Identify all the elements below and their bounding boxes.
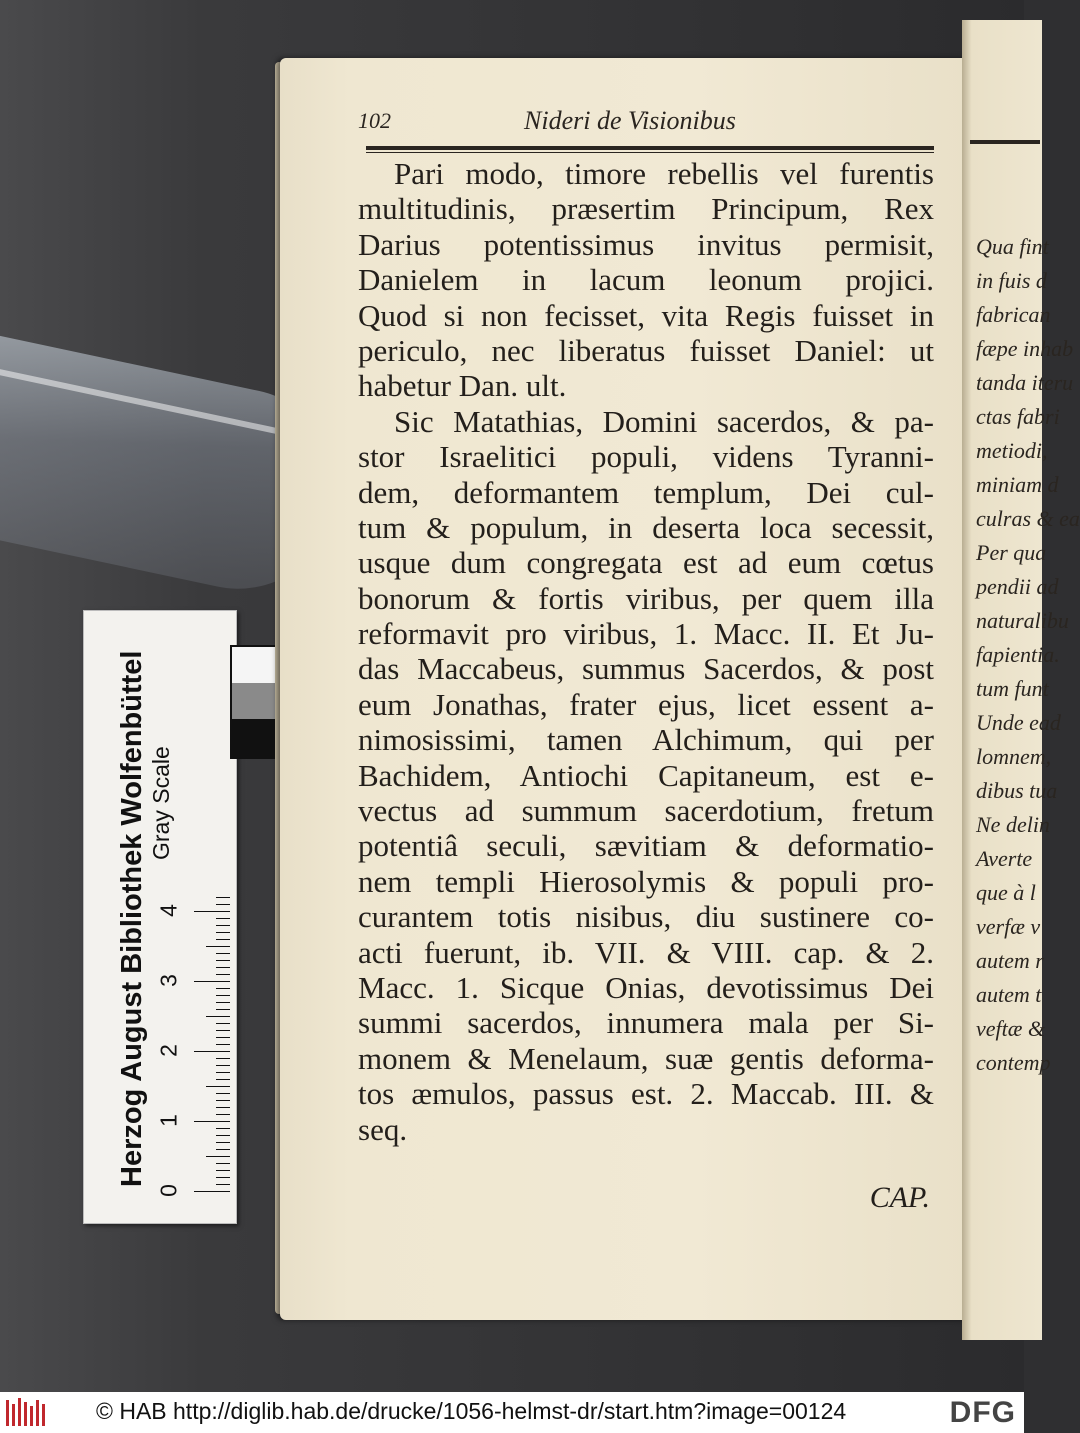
adjacent-text-fragment: Qua fint [976,234,1049,259]
ruler-tick [216,932,230,933]
ruler-tick [206,1156,230,1157]
ruler-tick [216,1177,230,1178]
ruler-tick [194,981,230,982]
ruler-tick [216,1037,230,1038]
ruler-ticks [154,879,234,1209]
text-line: Danielem in lacum leonum projici. [358,262,934,298]
adjacent-text-fragment: Unde ead [976,710,1061,735]
text-line: periculo, nec liberatus fuisset Daniel: ut [358,332,934,368]
text-line: eum Jonathas, frater ejus, licet essent a- [358,686,934,722]
ruler-tick [206,946,230,947]
adjacent-text-fragment: naturalibu [976,608,1069,633]
adjacent-text-fragment: Averte [976,846,1033,871]
ruler-number: 3 [155,974,182,987]
text-line: vectus ad summum sacerdotium, fretum [358,793,934,829]
ruler-tick [194,1191,230,1192]
text-line: monem & Menelaum, suæ gentis deforma- [358,1040,934,1076]
ruler-tick [216,1184,230,1185]
body-text [358,156,934,1147]
text-line: reformavit pro viribus, 1. Macc. II. Et Ju- [358,616,934,652]
ruler-tick [216,1072,230,1073]
header-rule [366,146,934,150]
adjacent-text-fragment: metiodi, [976,438,1048,463]
ruler-tick [216,1079,230,1080]
catchword: CAP. [869,1181,930,1214]
adjacent-text-fragment: in fuis d [976,268,1047,293]
text-line: habetur Dan. ult. [358,368,567,404]
ruler-tick [194,1051,230,1052]
ruler-tick [216,960,230,961]
adjacent-text-fragment: autem t [976,982,1042,1007]
ruler-tick [216,1163,230,1164]
ruler-tick [216,1142,230,1143]
ruler-number: 0 [155,1184,182,1197]
ruler-tick [216,918,230,919]
ruler-tick [216,1093,230,1094]
ruler-tick [216,1009,230,1010]
ruler-tick [216,939,230,940]
ruler-tick [206,1016,230,1017]
adjacent-text-fragment: contemp [976,1050,1051,1075]
ruler-tick [216,995,230,996]
ruler-tick [216,904,230,905]
adjacent-text-fragment: fabrican [976,302,1051,327]
text-line: summi sacerdos, innumera mala per Si- [358,1005,934,1041]
text-line: Bachidem, Antiochi Capitaneum, est e- [358,757,934,793]
ruler-tick [194,1121,230,1122]
adjacent-text-fragment: fapientia. [976,642,1060,667]
ruler-tick [216,1170,230,1171]
adjacent-page [962,20,1080,1340]
text-line: multitudinis, præsertim Principum, Rex [358,191,934,227]
adjacent-page-text [976,230,1080,1080]
text-line: tos æmulos, passus est. 2. Maccab. III. & [358,1076,934,1112]
ruler-tick [216,1065,230,1066]
ruler-tick [206,1086,230,1087]
ruler-tick [216,988,230,989]
ruler-tick [216,1107,230,1108]
page-header [358,106,918,142]
adjacent-text-fragment: tanda iteru [976,370,1074,395]
text-line: potentiâ seculi, sævitiam & deformatio- [358,828,934,864]
ruler-tick [216,925,230,926]
adjacent-text-fragment: Ne delin [976,812,1050,837]
adjacent-text-fragment: culras & ea [976,506,1080,531]
dfg-logo: DFG [949,1396,1016,1429]
ruler-tick [216,1149,230,1150]
ruler-number: 2 [155,1044,182,1057]
adjacent-text-fragment: pendii ad [976,574,1059,599]
ruler-tick [216,1114,230,1115]
ruler-tick [216,974,230,975]
text-line: Pari modo, timore rebellis vel furentis [394,156,934,191]
text-line: curantem totis nisibus, diu sustinere co- [358,899,934,935]
ruler-number: 1 [155,1114,182,1127]
book-page [280,58,970,1320]
ruler-tick [216,1100,230,1101]
text-line: tum & populum, in deserta loca secessit, [358,509,934,545]
ruler-tick [216,1058,230,1059]
ruler-institution-label: Herzog August Bibliothek Wolfenbüttel [116,650,148,1187]
ruler-tick [216,1002,230,1003]
text-line: usque dum congregata est ad eum cœtus [358,545,934,581]
text-line: Sic Matathias, Domini sacerdos, & pa- [394,403,934,439]
ruler-tick [216,1135,230,1136]
adjacent-text-fragment: lomnem, [976,744,1052,769]
ruler-tick [194,911,230,912]
text-line: Macc. 1. Sicque Onias, devotissimus Dei [358,969,934,1005]
text-line: nimosissimi, tamen Alchimum, qui per [358,722,934,758]
adjacent-text-fragment: dibus tua [976,778,1058,803]
ruler-tick [216,897,230,898]
footer-bar [0,1392,1024,1433]
text-line: Darius potentissimus invitus permisit, [358,226,934,262]
ruler-tick [216,1128,230,1129]
footer-credit-link[interactable]: © HAB http://diglib.hab.de/drucke/1056-helmst-dr/start.htm?image=00124 [96,1398,847,1424]
text-line: dem, deformantem templum, Dei cul- [358,474,934,510]
gray-scale-label: Gray Scale [148,746,174,860]
text-line: bonorum & fortis viribus, per quem illa [358,580,934,616]
hab-barcode-icon [6,1398,48,1428]
text-line: nem templi Hierosolymis & populi pro- [358,863,934,899]
text-line: seq. [358,1111,408,1147]
adjacent-text-fragment: tum funt [976,676,1049,701]
ruler-number: 4 [155,904,182,917]
ruler-tick [216,953,230,954]
ruler-tick [216,1044,230,1045]
adjacent-text-fragment: veftæ & [976,1016,1046,1041]
ruler-tick [216,1030,230,1031]
ruler-tick [216,967,230,968]
running-title: Nideri de Visionibus [524,106,736,135]
adjacent-text-fragment: Per qua [976,540,1047,565]
adjacent-text-fragment: miniam d [976,472,1059,497]
adjacent-text-fragment: fæpe inhab [976,336,1074,361]
adjacent-text-fragment: que à l [976,880,1036,905]
adjacent-text-fragment: verfæ v [976,914,1041,939]
ruler-tick [216,1023,230,1024]
adjacent-text-fragment: ctas fabri [976,404,1060,429]
adjacent-page-rule [970,140,1040,144]
text-line: stor Israelitici populi, videns Tyranni- [358,439,934,475]
scale-ruler [83,610,237,1224]
text-line: das Maccabeus, summus Sacerdos, & post [358,651,934,687]
text-line: acti fuerunt, ib. VII. & VIII. cap. & 2. [358,934,934,970]
text-line: Quod si non fecisset, vita Regis fuisset in [358,297,934,333]
header-rule-thin [366,152,934,153]
page-number: 102 [358,108,391,133]
adjacent-text-fragment: autem r [976,948,1044,973]
